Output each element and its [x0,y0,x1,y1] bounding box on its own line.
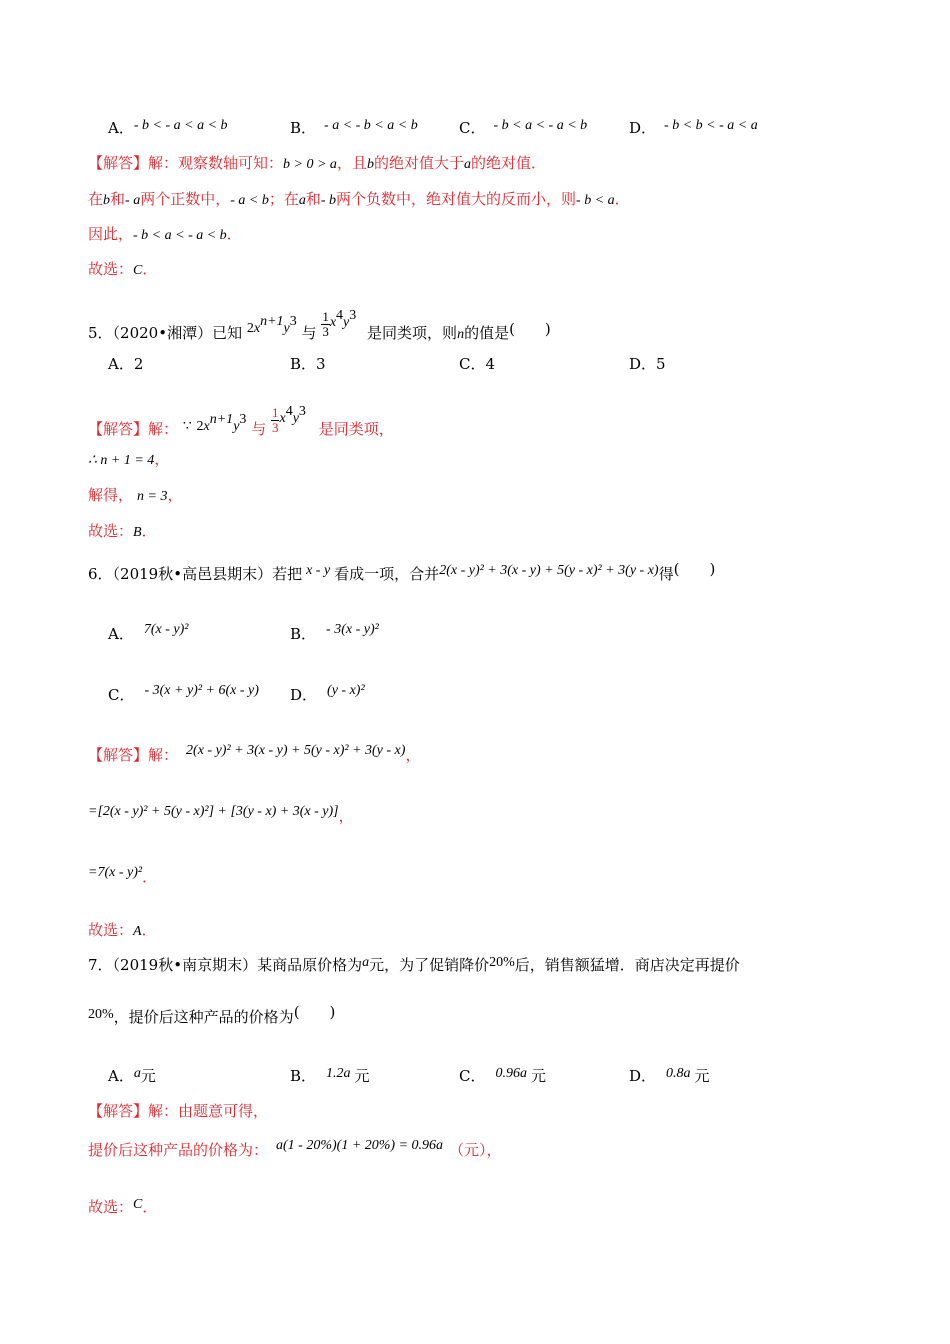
text: 解： [148,420,179,438]
math: - a < b [230,193,269,208]
math-exp: 4 [285,404,293,419]
text: ， [338,807,354,825]
math: =7(x - y)² [88,865,143,880]
q7-option-b [290,1066,370,1088]
math: C [133,263,143,278]
q6-stem [88,560,716,586]
text: ，提价后这种产品的价格为 [113,1008,294,1026]
q6-option-c [108,685,259,707]
option-label: A． [108,119,134,137]
q4-solution-line-3 [88,224,242,246]
answer-tag: 【解答】 [88,420,149,438]
text: 解：观察数轴可知： [148,154,284,172]
option-expr: 0.8a [666,1066,691,1081]
math: b [103,193,111,208]
math: 20% [489,955,515,970]
text: ． [142,1198,158,1216]
question-source: （2020•湘潭）已知 [112,324,243,342]
option-label: C． [108,686,135,704]
math-exp: 3 [349,308,357,323]
q7-solution-line-1 [88,1101,268,1121]
option-label: D． [629,1067,657,1085]
question-number: 5． [88,324,113,342]
q6-option-d [290,685,365,707]
answer-tag: 【解答】 [88,154,149,172]
unit: 元 [354,1067,370,1085]
math: - a [125,193,141,208]
math: 2(x - y)² + 3(x - y) + 5(y - x)² + 3(y - x) [186,743,406,758]
text: ， [154,450,170,468]
text: 的绝对值大于 [373,154,464,172]
math: =[2(x - y)² + 5(y - x)²] + [3(y - x) + 3(x - y)] [88,804,339,819]
q7-solution-line-2 [88,1140,502,1162]
text: 的值是 [464,324,510,342]
math-exp: 4 [336,308,344,323]
math: x [203,419,210,434]
question-number: 7． [88,956,113,974]
math: a [362,955,370,970]
question-source: （2019秋•高邑县期末）若把 [112,565,303,583]
text: 得 [658,565,674,583]
q6-solution-line-1 [88,745,420,767]
unit: 元 [140,1067,156,1085]
q7-stem-line-2 [88,1003,336,1029]
q4-option-b [290,118,418,140]
math: 2 [196,419,204,434]
math: ∴ n + 1 = 4 [88,453,155,468]
math-exp: 3 [289,314,297,329]
text: ． [614,190,630,208]
q5-option-b: B．3 [290,355,326,373]
denominator: 3 [322,323,329,339]
fraction-one-third [321,310,330,339]
text: 看成一项，合并 [334,565,440,583]
text: 解： [148,746,179,764]
math: x [279,411,286,426]
answer-tag: 【解答】 [88,1102,149,1120]
option-expr: 0.96a [495,1066,527,1081]
math: C [133,1197,143,1212]
q6-option-b [290,624,379,646]
text: 两个负数中，绝对值大的反而小，则 [336,190,577,208]
answer-blank: ( ) [293,1003,336,1021]
option-expr: - b < b < - a < a [664,118,758,133]
math: b > 0 > a [283,157,337,172]
math: y [283,321,290,336]
math: 20% [88,1007,114,1022]
text: ． [142,260,158,278]
math: B [133,525,142,540]
math: x [329,315,337,330]
math-exp: 3 [239,412,247,427]
text: ， [405,746,421,764]
q5-answer-choice [88,521,157,543]
answer-blank: ( ) [673,560,716,578]
question-source: （2019秋•南京期末）某商品原价格为 [112,956,363,974]
text: ． [141,921,157,939]
q5-option-d: D．5 [629,355,666,373]
option-expr: 7(x - y)² [143,622,189,637]
answer-tag: 【解答】 [88,746,149,764]
text: ， [167,486,183,504]
text: 故选： [88,1198,134,1216]
option-label: D． [629,119,657,137]
text: 因此， [88,225,134,243]
math: y [233,419,240,434]
q5-option-c: C．4 [459,355,496,373]
q7-option-a [108,1066,156,1088]
text: 是同类项， [318,420,394,438]
option-expr: - b < a < - a < b [493,118,588,133]
option-label: C． [459,119,486,137]
text: 解：由题意可得， [148,1102,269,1120]
option-expr: 1.2a [326,1066,351,1081]
text: 提价后这种产品的价格为： [88,1141,269,1159]
math: - b < a [576,193,615,208]
answer-blank: ( ) [509,320,551,338]
q5-option-a: A．2 [108,355,144,373]
option-label: B． [290,1067,317,1085]
numerator: 1 [271,404,279,420]
math: a(1 - 20%)(1 + 20%) = 0.96a [276,1138,444,1153]
option-expr: - b < - a < a < b [133,118,228,133]
text: 后，销售额猛增．商店决定再提价 [514,956,740,974]
because-symbol: ∵ [182,419,192,434]
q7-option-c [459,1066,546,1088]
text: 故选： [88,260,134,278]
option-expr: - 3(x + y)² + 6(x - y) [144,683,259,698]
option-expr: a [133,1066,141,1081]
text: 的绝对值． [470,154,546,172]
math-exp: n+1 [260,314,284,329]
option-label: A． [108,625,134,643]
option-label: C． [459,1067,486,1085]
text: ． [141,522,157,540]
math: y [343,315,350,330]
text: 与 [251,420,267,438]
option-expr: - a < - b < a < b [324,118,418,133]
question-number: 6． [88,565,113,583]
math: 2 [246,321,254,336]
math-exp: n+1 [209,412,234,427]
math: n = 3 [137,489,168,504]
math: x [253,321,261,336]
text: ． [142,868,158,886]
q4-solution-line-1 [88,153,546,175]
unit: 元 [694,1067,710,1085]
math: x - y [306,563,331,578]
math: - b < a < - a < b [133,228,227,243]
text: 元，为了促销降价 [369,956,490,974]
q4-option-d [629,118,758,140]
text: ；在 [268,190,299,208]
option-label: D． [290,686,318,704]
q6-solution-line-2 [88,806,354,828]
q6-option-a [108,624,188,646]
q5-solution-line-1 [88,404,394,445]
math: - b [320,193,337,208]
text: 与 [301,324,317,342]
text: ． [226,225,242,243]
numerator: 1 [322,308,329,324]
math: 2(x - y)² + 3(x - y) + 5(y - x)² + 3(y - x) [439,563,659,578]
q6-answer-choice [88,920,157,942]
q4-option-a [108,118,228,140]
text: （元）， [449,1141,502,1159]
math-exp: 3 [298,404,306,419]
denominator: 3 [271,419,279,435]
math: A [133,924,142,939]
text: 两个正数中， [140,190,231,208]
q5-solution-line-2 [88,449,169,471]
q4-solution-line-2 [88,189,630,211]
text: 在 [88,190,104,208]
option-expr: (y - x)² [327,683,365,698]
q7-answer-choice [88,1197,157,1219]
q7-stem-line-1 [88,955,740,977]
q4-answer-choice [88,259,157,281]
unit: 元 [530,1067,546,1085]
q5-stem [88,308,551,349]
q7-option-d [629,1066,710,1088]
math: b [366,157,374,172]
text: 故选： [88,522,134,540]
q5-solution-line-3 [88,485,182,507]
option-label: A． [108,1067,134,1085]
option-expr: - 3(x - y)² [326,622,379,637]
math: n [457,327,465,342]
math: y [292,411,299,426]
q6-solution-line-3 [88,867,157,889]
text: 故选： [88,921,134,939]
option-label: B． [290,625,317,643]
text: 和 [305,190,321,208]
text: 解得， [88,486,134,504]
text: 和 [110,190,126,208]
text: ，且 [336,154,367,172]
math: a [298,193,306,208]
q4-option-c [459,118,587,140]
option-label: B． [290,119,317,137]
math: a [463,157,471,172]
text: 是同类项，则 [367,324,458,342]
